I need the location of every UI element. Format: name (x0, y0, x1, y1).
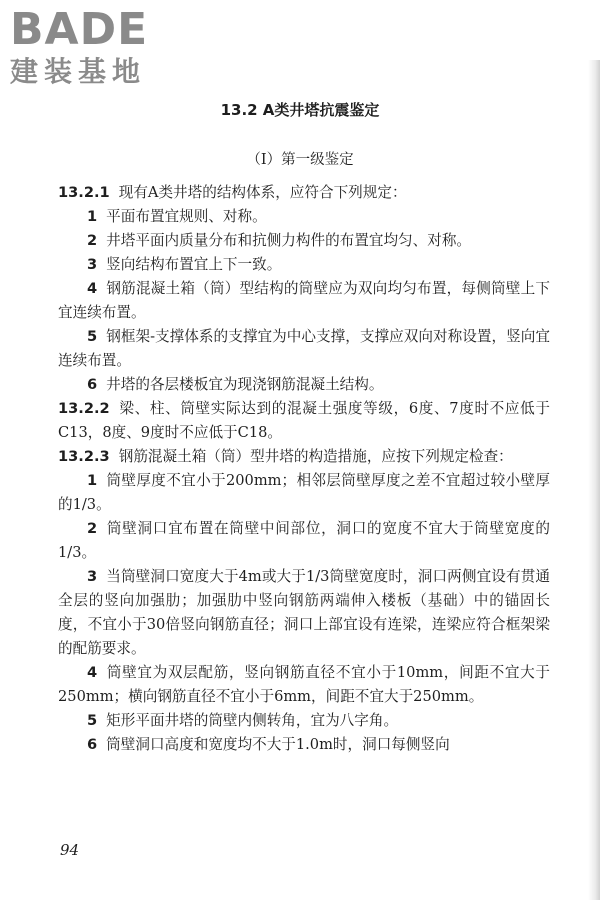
list-item (58, 517, 550, 565)
list-item (58, 205, 550, 229)
item-text: 井塔的各层楼板宜为现浇钢筋混凝土结构。 (106, 376, 384, 393)
clause-number: 13.2.1 (58, 184, 110, 201)
item-number: 2 (87, 232, 98, 249)
clause-text: 钢筋混凝土箱（筒）型井塔的构造措施，应按下列规定检查： (118, 448, 513, 465)
item-number: 2 (87, 520, 98, 537)
item-text: 钢筋混凝土箱（筒）型结构的筒壁应为双向均匀布置，每侧筒壁上下宜连续布置。 (58, 280, 550, 321)
subsection-title: （Ⅰ）第一级鉴定 (246, 152, 354, 168)
list-item (58, 229, 550, 253)
page-number: 94 (60, 841, 80, 859)
list-item (58, 373, 550, 397)
clause-number: 13.2.2 (58, 400, 110, 417)
item-text: 平面布置宜规则、对称。 (106, 208, 267, 225)
list-item (58, 325, 550, 373)
item-text: 矩形平面井塔的筒壁内侧转角，宜为八字角。 (106, 712, 399, 729)
item-number: 4 (87, 664, 98, 681)
item-text: 钢框架-支撑体系的支撑宜为中心支撑，支撑应双向对称设置，竖向宜连续布置。 (58, 328, 550, 369)
clause-number: 13.2.3 (58, 448, 110, 465)
item-number: 1 (87, 472, 98, 489)
body-text (58, 181, 550, 757)
item-text: 竖向结构布置宜上下一致。 (106, 256, 282, 273)
list-item (58, 661, 550, 709)
item-text: 井塔平面内质量分布和抗侧力构件的布置宜均匀、对称。 (106, 232, 472, 249)
list-item (58, 469, 550, 517)
item-text: 筒壁洞口宜布置在筒壁中间部位，洞口的宽度不宜大于筒壁宽度的1/3。 (58, 520, 550, 561)
clause-text: 现有A类井塔的结构体系，应符合下列规定： (118, 184, 407, 201)
item-text: 筒壁洞口高度和宽度均不大于1.0m时，洞口每侧竖向 (106, 736, 450, 753)
page-edge-shadow (588, 60, 600, 900)
logo (10, 6, 180, 92)
item-number: 3 (87, 568, 98, 585)
item-number: 6 (87, 376, 98, 393)
clause-13-2-2 (58, 397, 550, 445)
item-number: 1 (87, 208, 98, 225)
item-text: 筒壁厚度不宜小于200mm；相邻层筒壁厚度之差不宜超过较小壁厚的1/3。 (58, 472, 550, 513)
logo-tagline: 建装基地 (10, 55, 147, 88)
clause-13-2-3 (58, 445, 550, 469)
item-text: 筒壁宜为双层配筋，竖向钢筋直径不宜小于10mm，间距不宜大于250mm；横向钢筋直径不宜小于6mm，间距不宜大于250mm。 (58, 664, 550, 705)
item-text: 当筒壁洞口宽度大于4m或大于1/3筒壁宽度时，洞口两侧宜设有贯通全层的竖向加强肋；加强肋中竖向钢筋两端伸入楼板（基础）中的锚固长度，不宜小于30倍竖向钢筋直径；洞口上部宜设有连梁，连梁应符合框架梁的配筋要求。 (58, 568, 550, 657)
section-title: 13.2 A类井塔抗震鉴定 (220, 101, 380, 119)
list-item (58, 277, 550, 325)
list-item (58, 709, 550, 733)
list-item (58, 733, 550, 757)
item-number: 3 (87, 256, 98, 273)
list-item (58, 253, 550, 277)
clause-text: 梁、柱、筒壁实际达到的混凝土强度等级，6度、7度时不应低于C13，8度、9度时不应低于C18。 (58, 400, 550, 441)
item-number: 5 (87, 328, 98, 345)
item-number: 6 (87, 736, 98, 753)
list-item (58, 565, 550, 661)
clause-13-2-1 (58, 181, 550, 205)
item-number: 5 (87, 712, 98, 729)
item-number: 4 (87, 280, 98, 297)
logo-wordmark: BADE (10, 4, 149, 55)
